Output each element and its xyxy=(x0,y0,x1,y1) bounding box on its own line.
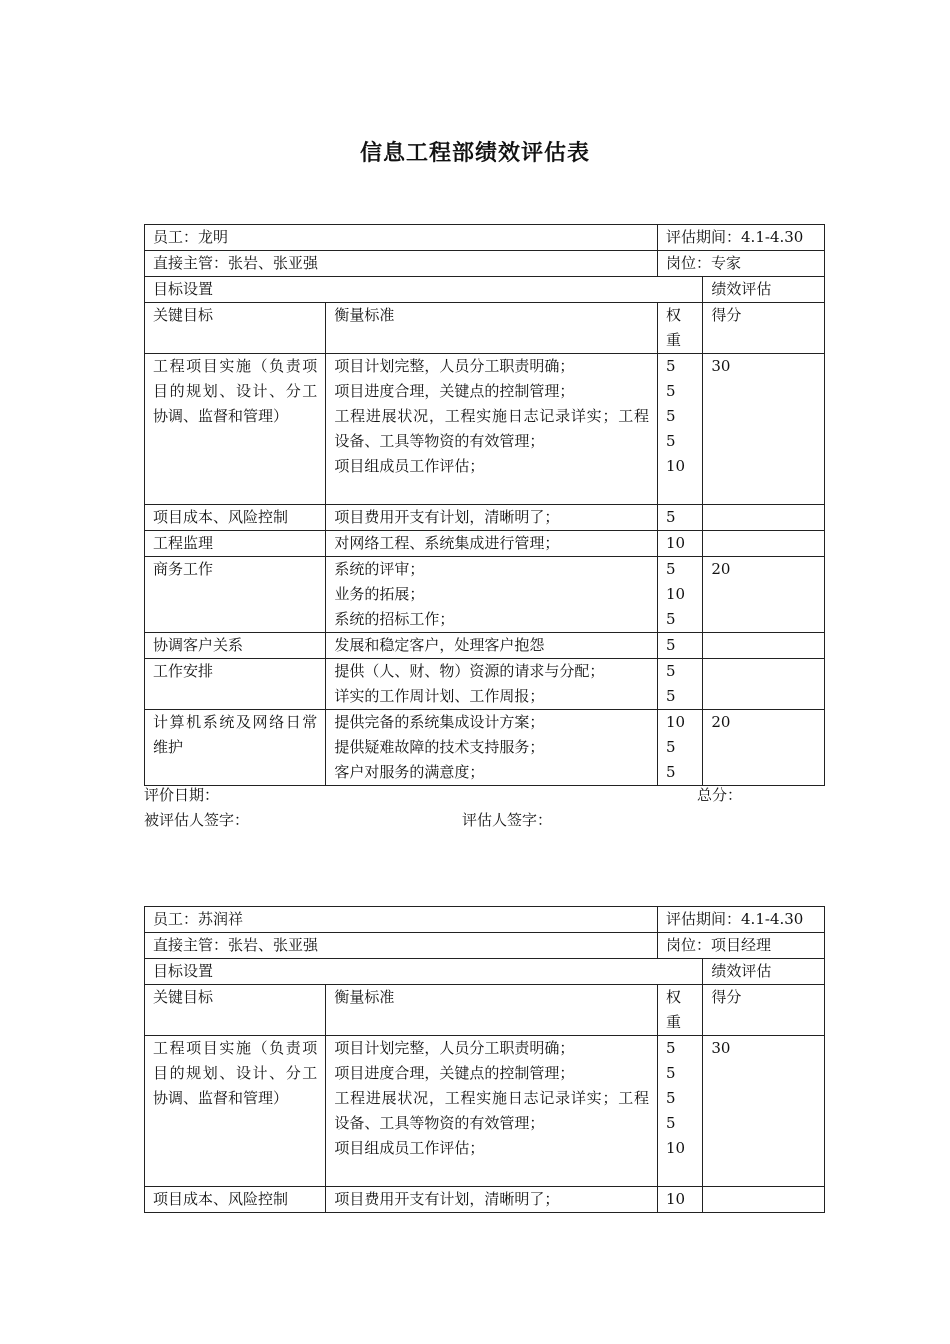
total-score-label: 总分： xyxy=(697,786,743,804)
weight-value: 5 xyxy=(666,508,676,526)
table-row xyxy=(145,659,825,710)
performance-eval-header: 绩效评估 xyxy=(703,959,825,985)
evaluation-form-2 xyxy=(144,906,825,1213)
footer-line-2 xyxy=(144,808,825,833)
eval-date-label: 评价日期： xyxy=(144,786,220,804)
standard-cell xyxy=(326,531,658,557)
standard-line: 项目费用开支有计划，清晰明了； xyxy=(334,508,560,526)
supervisor-cell: 直接主管：张岩、张亚强 xyxy=(145,251,658,277)
standard-line: 提供（人、财、物）资源的请求与分配； xyxy=(334,662,605,680)
weight-value: 5 xyxy=(666,1114,676,1132)
col-header-score: 得分 xyxy=(703,303,825,354)
standard-cell xyxy=(326,1036,658,1187)
period-cell: 评估期间：4.1-4.30 xyxy=(658,225,825,251)
weight-value: 10 xyxy=(666,457,686,475)
goal-setting-header: 目标设置 xyxy=(145,959,703,985)
weight-cell xyxy=(658,710,703,786)
table-row xyxy=(145,633,825,659)
goal-cell: 工程项目实施（负责项目的规划、设计、分工协调、监督和管理） xyxy=(145,1036,326,1187)
standard-line: 客户对服务的满意度； xyxy=(334,763,485,781)
weight-cell xyxy=(658,354,703,505)
weight-value: 5 xyxy=(666,1089,676,1107)
performance-eval-header: 绩效评估 xyxy=(703,277,825,303)
weight-value: 10 xyxy=(666,1190,686,1208)
standard-line: 对网络工程、系统集成进行管理； xyxy=(334,534,560,552)
standard-line: 项目组成员工作评估； xyxy=(334,457,485,475)
goal-cell: 项目成本、风险控制 xyxy=(145,505,326,531)
weight-value: 5 xyxy=(666,357,676,375)
footer-line-1 xyxy=(144,783,825,808)
goal-cell: 协调客户关系 xyxy=(145,633,326,659)
weight-value: 10 xyxy=(666,585,686,603)
weight-value: 5 xyxy=(666,560,676,578)
standard-line: 项目计划完整，人员分工职责明确； xyxy=(334,1039,575,1057)
goal-cell: 工程监理 xyxy=(145,531,326,557)
table-row xyxy=(145,354,825,505)
table-row xyxy=(145,531,825,557)
weight-cell xyxy=(658,633,703,659)
position-cell: 岗位：项目经理 xyxy=(658,933,825,959)
supervisor-cell: 直接主管：张岩、张亚强 xyxy=(145,933,658,959)
evaluator-signature-label: 评估人签字： xyxy=(462,811,553,829)
col-header-key-goal: 关键目标 xyxy=(145,303,326,354)
goal-setting-header: 目标设置 xyxy=(145,277,703,303)
score-cell: 30 xyxy=(703,1036,825,1187)
col-header-score: 得分 xyxy=(703,985,825,1036)
standard-line: 项目计划完整，人员分工职责明确； xyxy=(334,357,575,375)
weight-value: 5 xyxy=(666,432,676,450)
table-row xyxy=(145,710,825,786)
goal-cell: 项目成本、风险控制 xyxy=(145,1187,326,1213)
weight-cell xyxy=(658,505,703,531)
goal-cell: 计算机系统及网络日常维护 xyxy=(145,710,326,786)
weight-cell xyxy=(658,1036,703,1187)
standard-cell xyxy=(326,1187,658,1213)
score-cell xyxy=(703,1187,825,1213)
weight-value: 5 xyxy=(666,636,676,654)
weight-cell xyxy=(658,531,703,557)
table-row xyxy=(145,1036,825,1187)
weight-value: 10 xyxy=(666,534,686,552)
score-cell xyxy=(703,531,825,557)
page-title: 信息工程部绩效评估表 xyxy=(359,141,590,166)
weight-value: 5 xyxy=(666,610,676,628)
score-cell xyxy=(703,659,825,710)
position-cell: 岗位：专家 xyxy=(658,251,825,277)
score-cell xyxy=(703,505,825,531)
weight-value: 5 xyxy=(666,1039,676,1057)
score-cell: 20 xyxy=(703,710,825,786)
standard-line: 业务的拓展； xyxy=(334,585,425,603)
standard-cell xyxy=(326,354,658,505)
standard-line: 系统的评审； xyxy=(334,560,425,578)
weight-value: 5 xyxy=(666,738,676,756)
weight-value: 10 xyxy=(666,1139,686,1157)
standard-line: 系统的招标工作； xyxy=(334,610,455,628)
col-header-weight: 权重 xyxy=(658,985,703,1036)
col-header-key-goal: 关键目标 xyxy=(145,985,326,1036)
standard-cell xyxy=(326,505,658,531)
standard-cell xyxy=(326,659,658,710)
standard-cell xyxy=(326,710,658,786)
weight-value: 5 xyxy=(666,687,676,705)
weight-value: 5 xyxy=(666,662,676,680)
weight-value: 5 xyxy=(666,407,676,425)
standard-line: 项目费用开支有计划，清晰明了； xyxy=(334,1190,560,1208)
weight-cell xyxy=(658,1187,703,1213)
weight-value: 5 xyxy=(666,763,676,781)
score-cell: 20 xyxy=(703,557,825,633)
score-cell: 30 xyxy=(703,354,825,505)
score-cell xyxy=(703,633,825,659)
weight-value: 5 xyxy=(666,1064,676,1082)
period-cell: 评估期间：4.1-4.30 xyxy=(658,907,825,933)
standard-line: 工程进展状况，工程实施日志记录详实；工程设备、工具等物资的有效管理； xyxy=(334,407,650,450)
employee-cell: 员工：龙明 xyxy=(145,225,658,251)
goal-cell: 工作安排 xyxy=(145,659,326,710)
employee-cell: 员工：苏润祥 xyxy=(145,907,658,933)
col-header-standard: 衡量标准 xyxy=(326,985,658,1036)
standard-line: 工程进展状况，工程实施日志记录详实；工程设备、工具等物资的有效管理； xyxy=(334,1089,650,1132)
standard-line: 详实的工作周计划、工作周报； xyxy=(334,687,545,705)
standard-line: 提供完备的系统集成设计方案； xyxy=(334,713,545,731)
standard-line: 项目进度合理，关键点的控制管理； xyxy=(334,382,575,400)
weight-cell xyxy=(658,557,703,633)
evaluatee-signature-label: 被评估人签字： xyxy=(144,811,250,829)
standard-line: 项目进度合理，关键点的控制管理； xyxy=(334,1064,575,1082)
standard-line: 项目组成员工作评估； xyxy=(334,1139,485,1157)
col-header-standard: 衡量标准 xyxy=(326,303,658,354)
standard-line: 发展和稳定客户，处理客户抱怨 xyxy=(334,636,545,654)
col-header-weight: 权重 xyxy=(658,303,703,354)
table-row xyxy=(145,505,825,531)
goal-cell: 商务工作 xyxy=(145,557,326,633)
weight-value: 10 xyxy=(666,713,686,731)
standard-cell xyxy=(326,633,658,659)
evaluation-form-1 xyxy=(144,224,825,786)
weight-cell xyxy=(658,659,703,710)
standard-line: 提供疑难故障的技术支持服务； xyxy=(334,738,545,756)
standard-cell xyxy=(326,557,658,633)
table-row xyxy=(145,1187,825,1213)
weight-value: 5 xyxy=(666,382,676,400)
table-row xyxy=(145,557,825,633)
goal-cell: 工程项目实施（负责项目的规划、设计、分工协调、监督和管理） xyxy=(145,354,326,505)
